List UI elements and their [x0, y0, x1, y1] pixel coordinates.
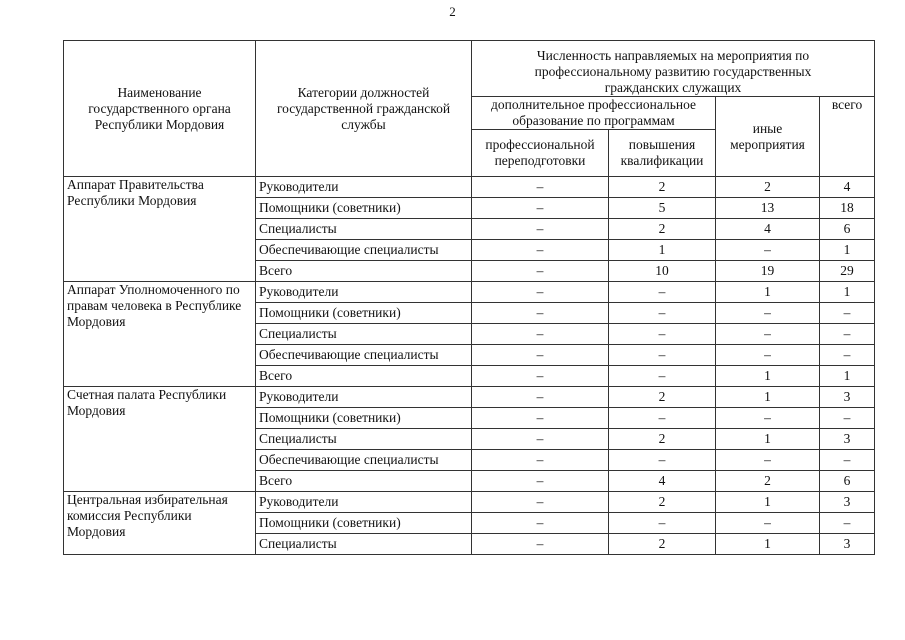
- qualification-cell: –: [609, 303, 716, 324]
- table-row: [64, 492, 875, 513]
- other-cell: 1: [716, 429, 820, 450]
- other-cell: –: [716, 240, 820, 261]
- total-cell: 3: [820, 534, 875, 555]
- category-cell: Всего: [256, 471, 472, 492]
- category-cell: Помощники (советники): [256, 513, 472, 534]
- header-additional-education: дополнительное профессиональное образование по программам: [472, 97, 716, 130]
- total-cell: 6: [820, 471, 875, 492]
- retraining-cell: –: [472, 177, 609, 198]
- category-cell: Специалисты: [256, 429, 472, 450]
- other-cell: 1: [716, 534, 820, 555]
- retraining-cell: –: [472, 282, 609, 303]
- total-cell: –: [820, 513, 875, 534]
- total-cell: –: [820, 303, 875, 324]
- qualification-cell: –: [609, 408, 716, 429]
- other-cell: –: [716, 408, 820, 429]
- other-cell: 13: [716, 198, 820, 219]
- qualification-cell: 2: [609, 534, 716, 555]
- qualification-cell: 1: [609, 240, 716, 261]
- category-cell: Помощники (советники): [256, 303, 472, 324]
- org-name: Центральная избирательная комиссия Республики Мордовия: [64, 492, 256, 555]
- retraining-cell: –: [472, 198, 609, 219]
- table-row: [64, 177, 875, 198]
- other-cell: 19: [716, 261, 820, 282]
- other-cell: 1: [716, 366, 820, 387]
- total-cell: –: [820, 345, 875, 366]
- retraining-cell: –: [472, 219, 609, 240]
- retraining-cell: –: [472, 387, 609, 408]
- staff-development-table: [63, 40, 875, 555]
- qualification-cell: 10: [609, 261, 716, 282]
- table-row: [64, 387, 875, 408]
- header-org: Наименование государственного органа Республики Мордовия: [64, 41, 256, 177]
- category-cell: Специалисты: [256, 219, 472, 240]
- header-other-events: иные мероприятия: [716, 97, 820, 177]
- total-cell: –: [820, 324, 875, 345]
- total-cell: 3: [820, 387, 875, 408]
- header-count-title: Численность направляемых на мероприятия по профессиональному развитию государственных гражданских служащих: [472, 41, 875, 97]
- other-cell: –: [716, 345, 820, 366]
- category-cell: Обеспечивающие специалисты: [256, 240, 472, 261]
- total-cell: 1: [820, 366, 875, 387]
- qualification-cell: 2: [609, 387, 716, 408]
- category-cell: Руководители: [256, 492, 472, 513]
- category-cell: Руководители: [256, 387, 472, 408]
- qualification-cell: 2: [609, 429, 716, 450]
- other-cell: –: [716, 513, 820, 534]
- category-cell: Руководители: [256, 282, 472, 303]
- org-name: Аппарат Уполномоченного по правам человека в Республике Мордовия: [64, 282, 256, 387]
- total-cell: 18: [820, 198, 875, 219]
- header-qualification: повышения квалификации: [609, 130, 716, 177]
- qualification-cell: –: [609, 366, 716, 387]
- retraining-cell: –: [472, 534, 609, 555]
- total-cell: 3: [820, 492, 875, 513]
- retraining-cell: –: [472, 408, 609, 429]
- category-cell: Руководители: [256, 177, 472, 198]
- retraining-cell: –: [472, 261, 609, 282]
- other-cell: 2: [716, 177, 820, 198]
- other-cell: 2: [716, 471, 820, 492]
- qualification-cell: –: [609, 282, 716, 303]
- other-cell: –: [716, 450, 820, 471]
- retraining-cell: –: [472, 324, 609, 345]
- header-category: Категории должностей государственной гражданской службы: [256, 41, 472, 177]
- other-cell: –: [716, 303, 820, 324]
- retraining-cell: –: [472, 471, 609, 492]
- header-retraining: профессиональной переподготовки: [472, 130, 609, 177]
- category-cell: Всего: [256, 366, 472, 387]
- qualification-cell: –: [609, 345, 716, 366]
- qualification-cell: –: [609, 513, 716, 534]
- total-cell: –: [820, 450, 875, 471]
- retraining-cell: –: [472, 492, 609, 513]
- header-total: всего: [820, 97, 875, 177]
- org-name: Счетная палата Республики Мордовия: [64, 387, 256, 492]
- category-cell: Обеспечивающие специалисты: [256, 450, 472, 471]
- category-cell: Специалисты: [256, 534, 472, 555]
- retraining-cell: –: [472, 345, 609, 366]
- qualification-cell: –: [609, 324, 716, 345]
- qualification-cell: 2: [609, 219, 716, 240]
- total-cell: 1: [820, 240, 875, 261]
- category-cell: Всего: [256, 261, 472, 282]
- qualification-cell: 5: [609, 198, 716, 219]
- retraining-cell: –: [472, 450, 609, 471]
- qualification-cell: –: [609, 450, 716, 471]
- retraining-cell: –: [472, 240, 609, 261]
- retraining-cell: –: [472, 513, 609, 534]
- category-cell: Обеспечивающие специалисты: [256, 345, 472, 366]
- category-cell: Специалисты: [256, 324, 472, 345]
- total-cell: 29: [820, 261, 875, 282]
- total-cell: 3: [820, 429, 875, 450]
- org-name: Аппарат Правительства Республики Мордовия: [64, 177, 256, 282]
- page-number: 2: [449, 4, 456, 19]
- other-cell: 1: [716, 387, 820, 408]
- total-cell: 6: [820, 219, 875, 240]
- other-cell: 1: [716, 492, 820, 513]
- table-row: [64, 282, 875, 303]
- total-cell: –: [820, 408, 875, 429]
- qualification-cell: 2: [609, 177, 716, 198]
- other-cell: –: [716, 324, 820, 345]
- table-body: [64, 177, 875, 555]
- category-cell: Помощники (советники): [256, 408, 472, 429]
- qualification-cell: 4: [609, 471, 716, 492]
- total-cell: 1: [820, 282, 875, 303]
- retraining-cell: –: [472, 366, 609, 387]
- total-cell: 4: [820, 177, 875, 198]
- retraining-cell: –: [472, 303, 609, 324]
- retraining-cell: –: [472, 429, 609, 450]
- other-cell: 4: [716, 219, 820, 240]
- other-cell: 1: [716, 282, 820, 303]
- category-cell: Помощники (советники): [256, 198, 472, 219]
- qualification-cell: 2: [609, 492, 716, 513]
